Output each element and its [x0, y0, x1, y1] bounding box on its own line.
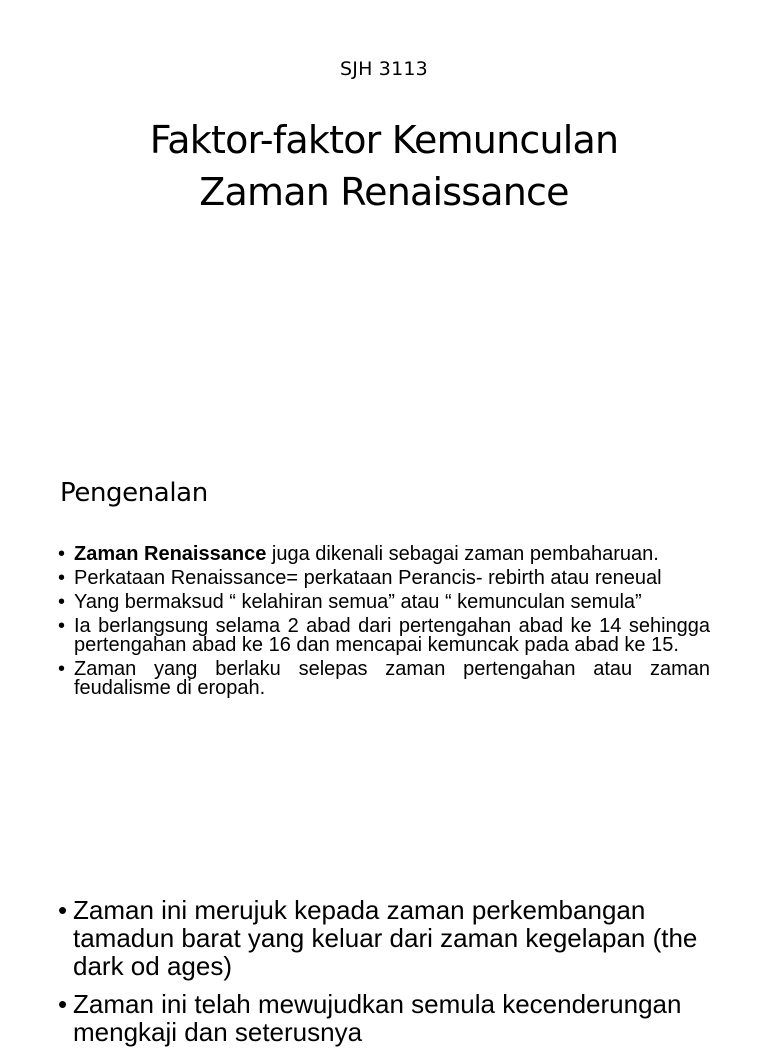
- bullet-item: [58, 593, 710, 612]
- bullet-text: Perkataan Renaissance= perkataan Perancis- rebirth atau reneual: [74, 567, 662, 589]
- introduction-slide: [0, 440, 768, 860]
- bullet-text: Zaman ini telah mewujudkan semula kecenderungan mengkaji dan seterusnya: [73, 989, 682, 1047]
- introduction-bullet-list: [58, 545, 710, 703]
- bullet-text: juga dikenali sebagai zaman pembaharuan.: [266, 543, 659, 565]
- slide-title: [0, 114, 768, 218]
- bullet-bold-term: Zaman Renaissance: [74, 543, 267, 565]
- bullet-item: [58, 545, 710, 564]
- title-slide: [0, 0, 768, 440]
- bullet-text: Zaman yang berlaku selepas zaman pertengahan atau zaman feudalisme di eropah.: [74, 658, 710, 699]
- bullet-text: Zaman ini merujuk kepada zaman perkembangan tamadun barat yang keluar dari zaman kegelapan (the dark od ages): [73, 895, 698, 981]
- bullet-item: [58, 990, 738, 1046]
- section-heading: Pengenalan: [60, 478, 208, 508]
- slide-title-line-2: Zaman Renaissance: [199, 170, 569, 214]
- course-code: SJH 3113: [340, 58, 428, 80]
- bullet-item: [58, 569, 710, 588]
- bullet-text: Yang bermaksud “ kelahiran semua” atau “ kemunculan semula”: [74, 591, 642, 613]
- bullet-item: [58, 660, 710, 698]
- bullet-text: Ia berlangsung selama 2 abad dari pertengahan abad ke 14 sehingga pertengahan abad ke 16 dan mencapai kemuncak pada abad ke 15.: [74, 615, 710, 656]
- content-bullet-list: [58, 896, 738, 1056]
- slide-title-line-1: Faktor-faktor Kemunculan: [149, 118, 619, 162]
- bullet-item: [58, 896, 738, 980]
- bullet-item: [58, 617, 710, 655]
- content-slide: [0, 860, 768, 1047]
